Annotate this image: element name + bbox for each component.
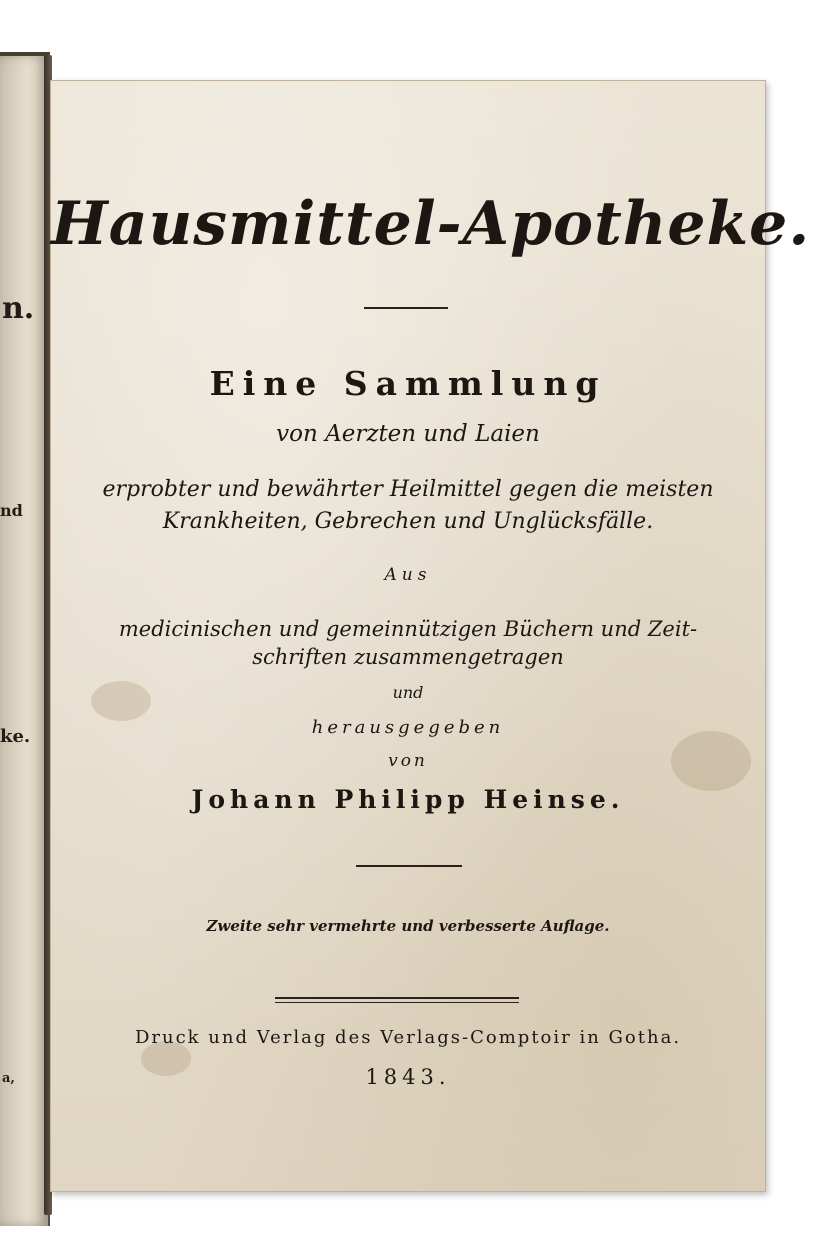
double-rule-top <box>275 997 519 999</box>
source-line: medicinischen und gemeinnützigen Büchern und Zeit- <box>118 617 698 641</box>
double-rule-bottom <box>275 1002 519 1003</box>
divider-rule <box>364 307 448 309</box>
description-line: Krankheiten, Gebrechen und Unglücksfälle. <box>162 509 654 534</box>
connector-word: und <box>392 683 424 702</box>
edition-statement: Zweite sehr vermehrte und verbesserte Auflage. <box>206 917 610 935</box>
title-page <box>50 80 811 1192</box>
connector-word: von <box>388 751 428 771</box>
imprint: Druck und Verlag des Verlags-Comptoir in Gotha. <box>134 1027 682 1048</box>
left-page-fragment: n. <box>2 291 35 326</box>
connector-word: Aus <box>384 565 432 585</box>
divider-rule <box>356 865 462 867</box>
book-title: Hausmittel-Apotheke. <box>51 189 811 259</box>
source-line: schriften zusammengetragen <box>252 645 564 669</box>
left-page-fragment: a, <box>2 1071 15 1086</box>
left-page-fragment: nd <box>0 501 23 520</box>
subtitle-line: von Aerzten und Laien <box>276 421 540 447</box>
left-page-edge <box>0 52 50 1226</box>
publication-year: 1843. <box>365 1065 451 1089</box>
connector-word: herausgegeben <box>311 717 505 738</box>
book-subtitle: Eine Sammlung <box>209 364 607 403</box>
left-page-fragment: ke. <box>0 726 31 747</box>
description-line: erprobter und bewährter Heilmittel gegen die meisten <box>102 477 714 502</box>
author-name: Johann Philipp Heinse. <box>191 785 625 814</box>
